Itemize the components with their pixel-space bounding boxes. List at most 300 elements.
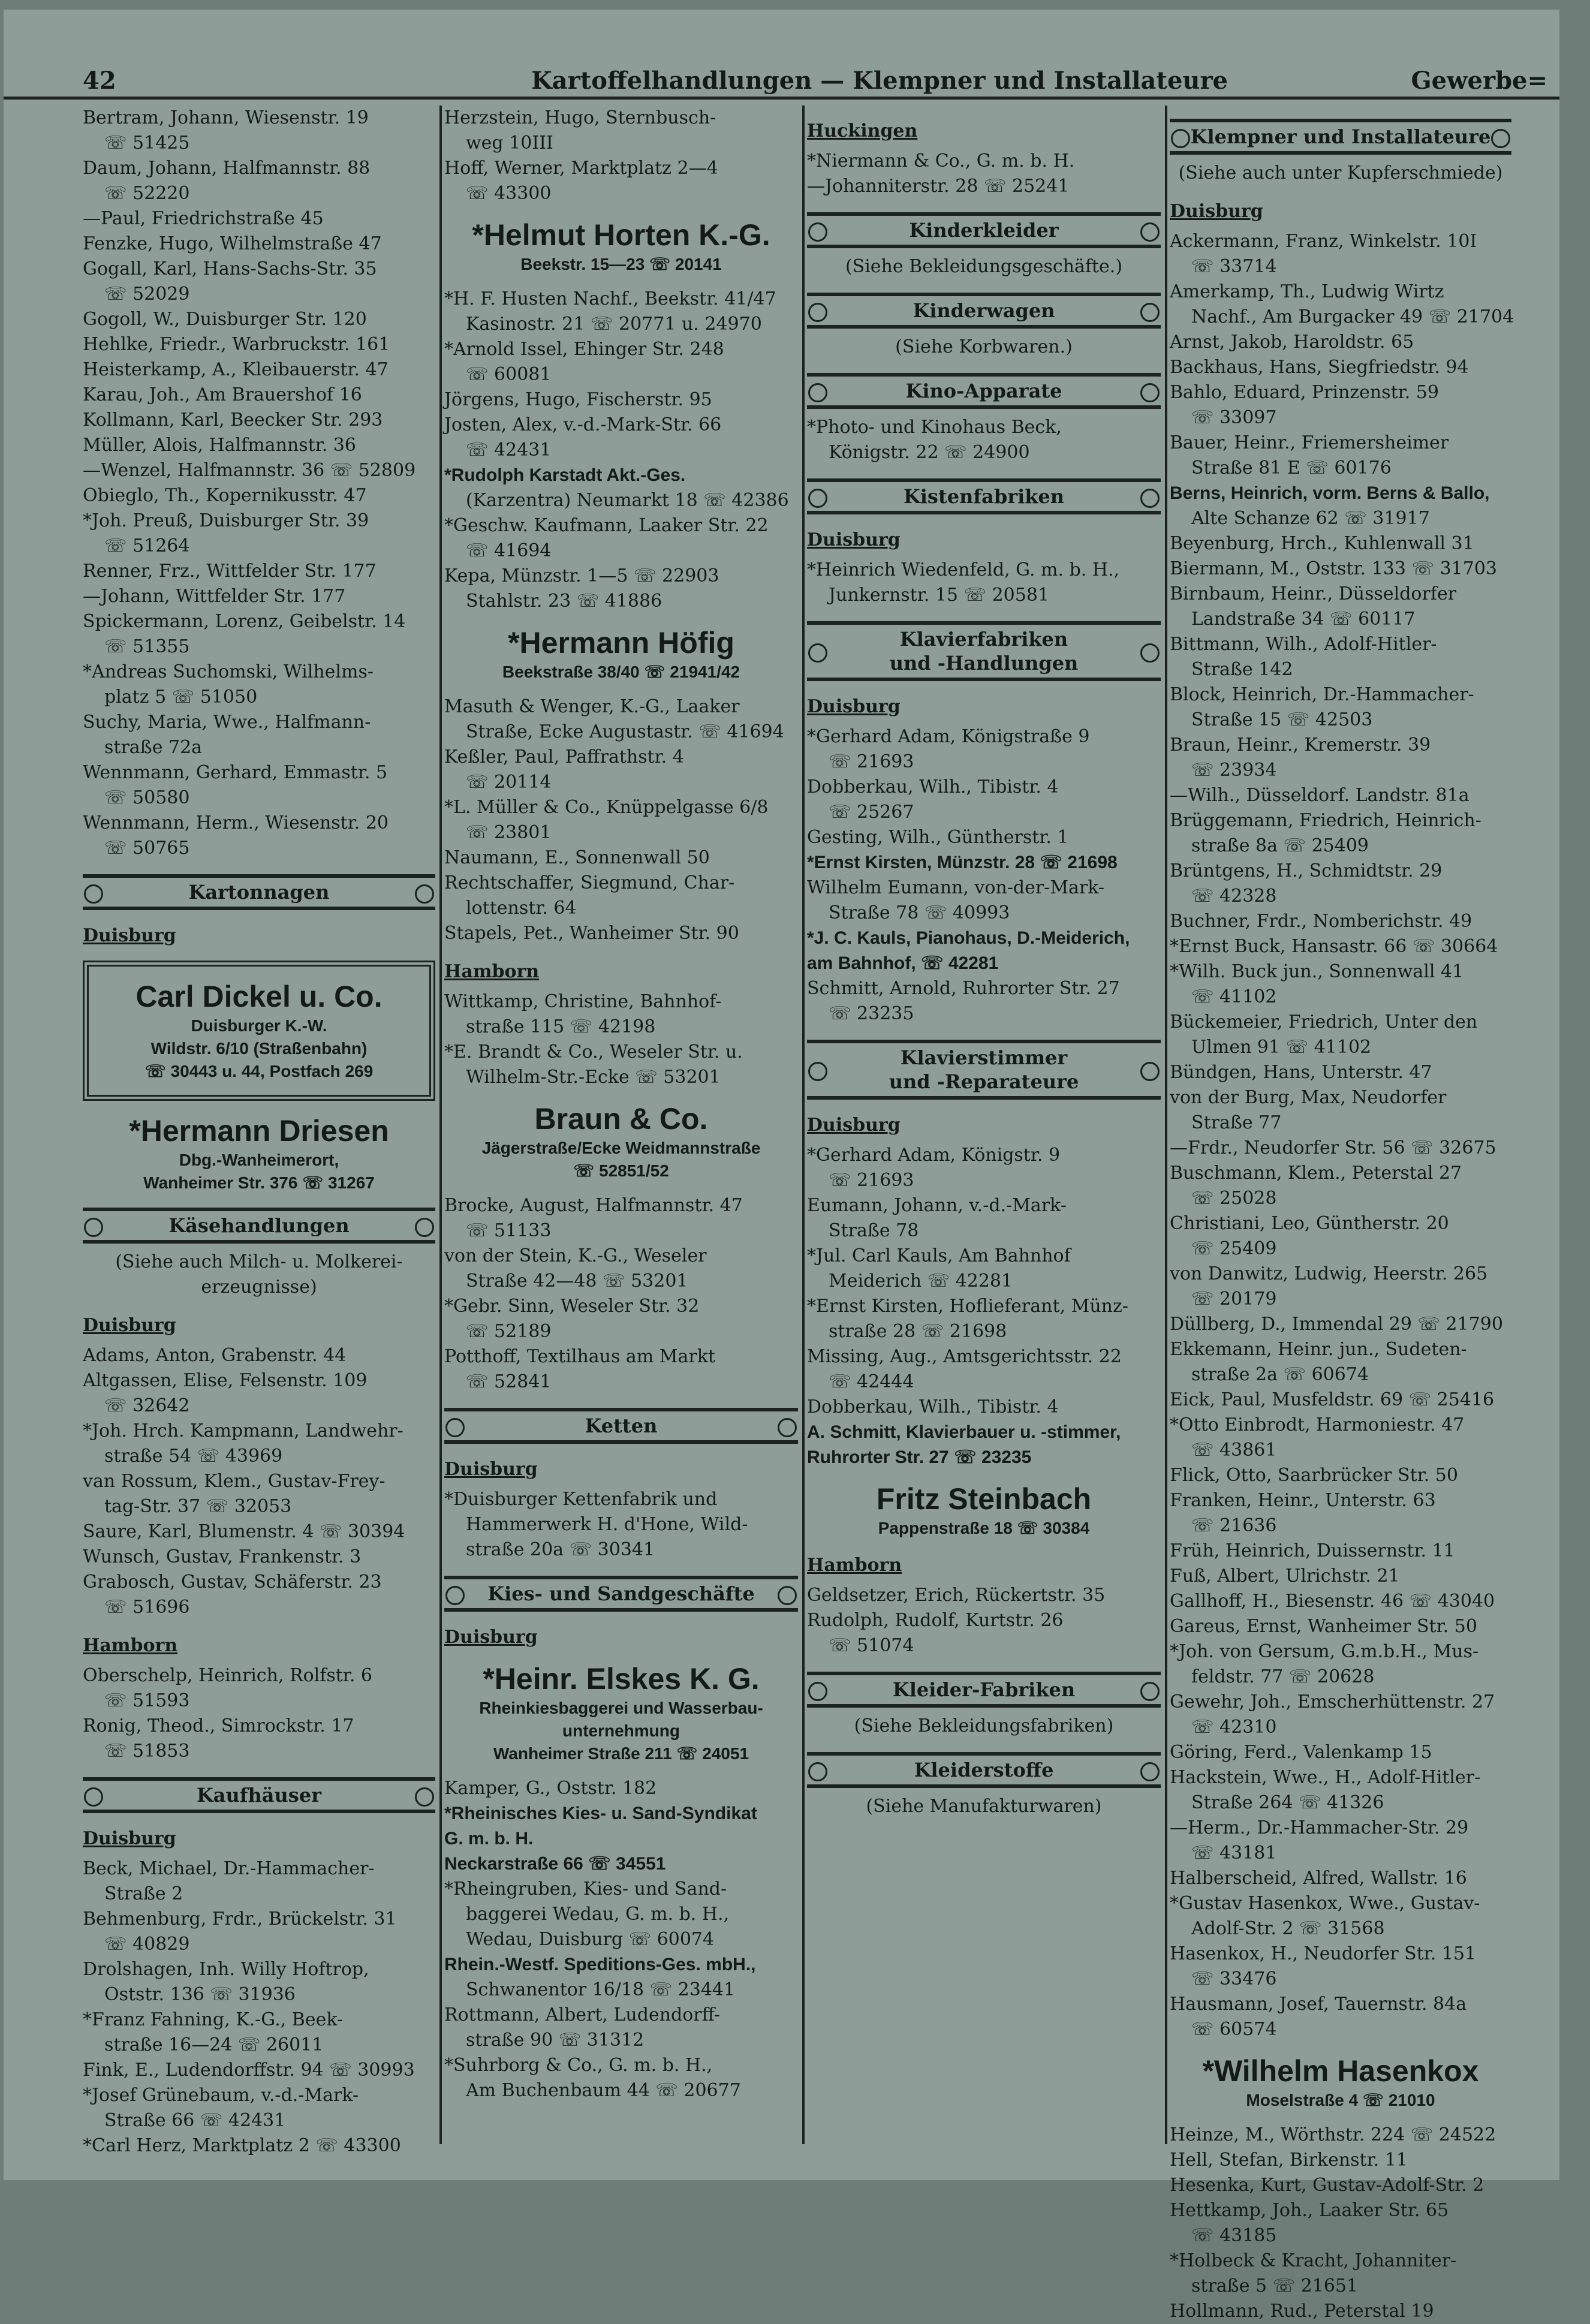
ad-firm-name: *Hermann Höfig: [508, 626, 734, 660]
ad-line: unternehmung: [562, 1721, 680, 1740]
bullet-ornament-icon: [808, 489, 827, 508]
listing-entry: Geldsetzer, Erich, Rückertstr. 35: [807, 1585, 1106, 1606]
bullet-ornament-icon: [808, 643, 827, 663]
listing-continuation: Kasinostr. 21 ☏ 20771 u. 24970: [466, 314, 762, 335]
category-title: Kleider-Fabriken: [892, 1678, 1076, 1701]
bullet-ornament-icon: [1171, 129, 1190, 148]
cross-reference-note: (Siehe Bekleidungsfabriken): [854, 1715, 1114, 1736]
listing-entry-bold: *Rudolph Karstadt Akt.-Ges.: [444, 465, 686, 485]
listing-continuation: Wilhelm-Str.-Ecke ☏ 53201: [466, 1067, 721, 1088]
listing-entry: Behmenburg, Frdr., Brückelstr. 31: [83, 1908, 397, 1929]
listing-continuation: straße 54 ☏ 43969: [104, 1446, 283, 1467]
category-title: Klempner und Installateure: [1190, 125, 1491, 148]
bullet-ornament-icon: [1140, 222, 1160, 242]
listing-continuation: ☏ 51133: [466, 1220, 552, 1241]
bullet-ornament-icon: [1140, 1062, 1160, 1081]
category-title: Kinderwagen: [913, 299, 1055, 322]
category-heading: [83, 1208, 435, 1244]
listing-entry: Wennmann, Herm., Wiesenstr. 20: [83, 812, 389, 833]
listing-entry: Heinze, M., Wörthstr. 224 ☏ 24522: [1170, 2124, 1496, 2145]
listing-entry: *Ernst Kirsten, Hoflieferant, Münz-: [807, 1296, 1128, 1317]
bullet-ornament-icon: [445, 1586, 465, 1605]
listing-entry: *L. Müller & Co., Knüppelgasse 6/8: [444, 797, 769, 818]
listing-continuation: Junkernstr. 15 ☏ 20581: [829, 585, 1050, 606]
listing-entry: Ronig, Theod., Simrockstr. 17: [83, 1715, 354, 1736]
place-heading: Duisburg: [444, 1459, 538, 1480]
listing-continuation: tag-Str. 37 ☏ 32053: [104, 1496, 292, 1517]
listing-continuation: ☏ 51593: [104, 1690, 190, 1711]
bullet-ornament-icon: [84, 1787, 103, 1807]
category-title: Kaufhäuser: [196, 1784, 322, 1807]
category-heading: [807, 1040, 1161, 1100]
listing-continuation: ☏ 60081: [466, 364, 552, 385]
listing-continuation: Stahlstr. 23 ☏ 41886: [466, 591, 662, 612]
listing-continuation: ☏ 51425: [104, 133, 190, 153]
listing-entry: Christiani, Leo, Güntherstr. 20: [1170, 1213, 1449, 1234]
listing-continuation: ☏ 42444: [829, 1371, 914, 1392]
listing-entry: Früh, Heinrich, Duissernstr. 11: [1170, 1540, 1455, 1561]
listing-entry: Masuth & Wenger, K.-G., Laaker: [444, 696, 740, 717]
ad-line: Duisburger K.-W.: [191, 1016, 327, 1035]
listing-entry: Rechtschaffer, Siegmund, Char-: [444, 872, 735, 893]
listing-continuation: ☏ 33097: [1191, 407, 1277, 428]
listing-continuation: ☏ 21636: [1191, 1515, 1277, 1536]
listing-entry: *Carl Herz, Marktplatz 2 ☏ 43300: [83, 2135, 401, 2156]
category-heading: [1170, 119, 1511, 155]
listing-entry-bold: *J. C. Kauls, Pianohaus, D.-Meiderich,: [807, 928, 1130, 948]
listing-continuation: ☏ 42431: [466, 439, 552, 460]
listing-entry: Adams, Anton, Grabenstr. 44: [83, 1345, 347, 1366]
listing-entry: Gareus, Ernst, Wanheimer Str. 50: [1170, 1616, 1477, 1637]
listing-entry: Beck, Michael, Dr.-Hammacher-: [83, 1858, 375, 1879]
bullet-ornament-icon: [445, 1418, 465, 1437]
listing-continuation: ☏ 51696: [104, 1597, 190, 1618]
listing-entry: Fink, E., Ludendorffstr. 94 ☏ 30993: [83, 2060, 415, 2081]
listing-continuation: ☏ 21693: [829, 751, 914, 772]
place-heading: Duisburg: [444, 1627, 538, 1648]
listing-entry: Missing, Aug., Amtsgerichtsstr. 22: [807, 1346, 1122, 1367]
advertisement: [83, 1113, 435, 1194]
listing-entry: —Wilh., Düsseldorf. Landstr. 81a: [1170, 785, 1469, 806]
place-heading: Duisburg: [83, 1315, 176, 1336]
category-heading: [807, 212, 1161, 248]
bullet-ornament-icon: [808, 1762, 827, 1781]
listing-continuation: ☏ 41102: [1191, 986, 1277, 1007]
listing-continuation: ☏ 25409: [1191, 1238, 1277, 1259]
listing-continuation: Adolf-Str. 2 ☏ 31568: [1191, 1918, 1385, 1939]
listing-entry: *H. F. Husten Nachf., Beekstr. 41/47: [444, 288, 776, 309]
category-heading: [807, 373, 1161, 409]
listing-entry: —Johanniterstr. 28 ☏ 25241: [807, 176, 1070, 197]
listing-entry: *E. Brandt & Co., Weseler Str. u.: [444, 1041, 743, 1062]
bullet-ornament-icon: [808, 303, 827, 322]
bullet-ornament-icon: [1140, 383, 1160, 402]
listing-entry: Obieglo, Th., Kopernikusstr. 47: [83, 485, 367, 506]
bullet-ornament-icon: [1140, 489, 1160, 508]
bullet-ornament-icon: [808, 1062, 827, 1081]
listing-continuation: Straße, Ecke Augustastr. ☏ 41694: [466, 721, 784, 742]
listing-continuation: Hammerwerk H. d'Hone, Wild-: [466, 1514, 748, 1535]
bullet-ornament-icon: [778, 1418, 797, 1437]
listing-continuation: platz 5 ☏ 51050: [104, 687, 258, 708]
listing-entry: Bittmann, Wilh., Adolf-Hitler-: [1170, 634, 1437, 655]
column-2: [444, 106, 798, 2144]
ad-line: Wildstr. 6/10 (Straßenbahn): [150, 1039, 368, 1058]
listing-entry: Spickermann, Lorenz, Geibelstr. 14: [83, 611, 406, 632]
listing-entry: Rudolph, Rudolf, Kurtstr. 26: [807, 1610, 1064, 1631]
ad-line: Rheinkiesbaggerei und Wasserbau-: [479, 1699, 763, 1717]
listing-entry: Hesenka, Kurt, Gustav-Adolf-Str. 2: [1170, 2175, 1484, 2196]
ad-line: Beekstraße 38/40 ☏ 21941/42: [502, 663, 740, 681]
listing-entry: Hettkamp, Joh., Laaker Str. 65: [1170, 2200, 1449, 2221]
category-heading: [83, 1777, 435, 1813]
ad-line: Pappenstraße 18 ☏ 30384: [878, 1519, 1090, 1537]
cross-reference-note: (Siehe auch Milch- u. Molkerei-erzeugnisse): [115, 1251, 403, 1298]
listing-entry: van Rossum, Klem., Gustav-Frey-: [83, 1471, 386, 1492]
place-heading: Duisburg: [83, 1828, 176, 1849]
listing-entry: Hackstein, Wwe., H., Adolf-Hitler-: [1170, 1767, 1481, 1788]
listing-entry: *Josef Grünebaum, v.-d.-Mark-: [83, 2085, 359, 2106]
listing-entry: Gewehr, Joh., Emscherhüttenstr. 27: [1170, 1691, 1495, 1712]
listing-continuation: ☏ 33714: [1191, 256, 1277, 277]
category-heading: [807, 1672, 1161, 1708]
listing-entry: Josten, Alex, v.-d.-Mark-Str. 66: [444, 414, 722, 435]
listing-entry: von der Stein, K.-G., Weseler: [444, 1245, 707, 1266]
running-title: Kartoffelhandlungen — Klempner und Installateure: [531, 67, 1228, 95]
listing-continuation: ☏ 23235: [829, 1003, 914, 1024]
listing-entry: Altgassen, Elise, Felsenstr. 109: [83, 1370, 368, 1391]
listing-continuation: feldstr. 77 ☏ 20628: [1191, 1666, 1375, 1687]
bullet-ornament-icon: [1140, 643, 1160, 663]
listing-entry: Hehlke, Friedr., Warbruckstr. 161: [83, 334, 390, 355]
listing-continuation: straße 8a ☏ 25409: [1191, 835, 1369, 856]
listing-entry: *Joh. von Gersum, G.m.b.H., Mus-: [1170, 1641, 1479, 1662]
listing-continuation: ☏ 43181: [1191, 1843, 1277, 1864]
listing-entry: *Rheingruben, Kies- und Sand-: [444, 1879, 727, 1899]
listing-entry: Kamper, G., Oststr. 182: [444, 1778, 657, 1799]
listing-entry: Amerkamp, Th., Ludwig Wirtz: [1170, 281, 1444, 302]
bullet-ornament-icon: [1140, 1682, 1160, 1701]
ad-firm-name: Fritz Steinbach: [876, 1482, 1092, 1516]
listing-entry: Hausmann, Josef, Tauernstr. 84a: [1170, 1994, 1467, 2015]
place-heading: Duisburg: [807, 529, 901, 550]
bullet-ornament-icon: [415, 884, 434, 904]
listing-entry: Herzstein, Hugo, Sternbusch-: [444, 107, 716, 128]
listing-entry: *Gustav Hasenkox, Wwe., Gustav-: [1170, 1893, 1480, 1914]
listing-entry: Brüntgens, H., Schmidtstr. 29: [1170, 860, 1443, 881]
listing-continuation: Landstraße 34 ☏ 60117: [1191, 609, 1416, 630]
listing-entry: *Franz Fahning, K.-G., Beek-: [83, 2009, 344, 2030]
category-title: Kistenfabriken: [903, 485, 1065, 508]
advertisement: [444, 1101, 798, 1182]
listing-continuation: ☏ 50765: [104, 838, 190, 859]
listing-continuation: ☏ 32642: [104, 1395, 190, 1416]
bullet-ornament-icon: [415, 1218, 434, 1237]
listing-entry: Buschmann, Klem., Peterstal 27: [1170, 1163, 1462, 1184]
listing-continuation: Am Buchenbaum 44 ☏ 20677: [466, 2080, 741, 2101]
ad-line: ☏ 30443 u. 44, Postfach 269: [144, 1062, 374, 1080]
listing-continuation: ☏ 41694: [466, 540, 552, 561]
listing-entry: Hoff, Werner, Marktplatz 2—4: [444, 158, 718, 179]
listing-entry: Potthoff, Textilhaus am Markt: [444, 1346, 715, 1367]
listing-continuation: ☏ 52029: [104, 284, 190, 305]
listing-entry: *Gebr. Sinn, Weseler Str. 32: [444, 1296, 700, 1317]
category-heading: [444, 1408, 798, 1444]
category-heading: [444, 1576, 798, 1612]
listing-continuation: Oststr. 136 ☏ 31936: [104, 1984, 296, 2005]
listing-entry: Birnbaum, Heinr., Düsseldorfer: [1170, 583, 1457, 604]
listing-entry: Dobberkau, Wilh., Tibistr. 4: [807, 776, 1059, 797]
place-heading: Hamborn: [807, 1555, 902, 1576]
listing-entry: Eick, Paul, Musfeldstr. 69 ☏ 25416: [1170, 1389, 1495, 1410]
category-heading: [807, 293, 1161, 329]
listing-entry: Gallhoff, H., Biesenstr. 46 ☏ 43040: [1170, 1591, 1495, 1612]
category-heading: [83, 874, 435, 910]
listing-entry-bold: Berns, Heinrich, vorm. Berns & Ballo,: [1170, 483, 1490, 503]
listing-entry: von der Burg, Max, Neudorfer: [1170, 1087, 1447, 1108]
listing-continuation: Straße 78 ☏ 40993: [829, 902, 1010, 923]
listing-continuation: Königstr. 22 ☏ 24900: [829, 442, 1030, 463]
category-title: Klavierstimmer und -Reparateure: [889, 1046, 1079, 1093]
column-rule: [1165, 106, 1167, 2144]
listing-continuation: ☏ 60574: [1191, 2019, 1277, 2040]
listing-continuation: ☏ 40829: [104, 1934, 190, 1955]
ad-line: Dbg.-Wanheimerort,: [179, 1151, 339, 1169]
listing-entry: *Arnold Issel, Ehinger Str. 248: [444, 339, 724, 360]
listing-entry: Biermann, M., Oststr. 133 ☏ 31703: [1170, 558, 1498, 579]
listing-entry: *Duisburger Kettenfabrik und: [444, 1489, 718, 1510]
listing-continuation: ☏ 42310: [1191, 1717, 1277, 1738]
listing-continuation: ☏ 23801: [466, 822, 552, 843]
ad-firm-name: *Heinr. Elskes K. G.: [483, 1662, 760, 1696]
listing-entry-bold: Ruhrorter Str. 27 ☏ 23235: [807, 1447, 1032, 1467]
page-header: [4, 67, 1559, 100]
listing-continuation: ☏ 51355: [104, 636, 190, 657]
listing-continuation: Straße 15 ☏ 42503: [1191, 709, 1373, 730]
category-title: Kies- und Sandgeschäfte: [487, 1582, 755, 1605]
listing-continuation: Nachf., Am Burgacker 49 ☏ 21704: [1191, 306, 1514, 327]
listing-entry: Fuß, Albert, Ulrichstr. 21: [1170, 1566, 1400, 1587]
listing-entry: Oberschelp, Heinrich, Rolfstr. 6: [83, 1665, 373, 1686]
ad-firm-name: *Hermann Driesen: [129, 1114, 389, 1148]
place-heading: Duisburg: [83, 925, 176, 946]
ad-line: Wanheimer Str. 376 ☏ 31267: [143, 1173, 375, 1192]
bullet-ornament-icon: [808, 222, 827, 242]
listing-entry: Stapels, Pet., Wanheimer Str. 90: [444, 923, 739, 944]
listing-continuation: Straße 77: [1191, 1112, 1282, 1133]
listing-entry: Hell, Stefan, Birkenstr. 11: [1170, 2150, 1408, 2171]
listing-continuation: Straße 81 E ☏ 60176: [1191, 457, 1392, 478]
column-1: [83, 106, 435, 2156]
place-heading: Duisburg: [807, 1115, 901, 1136]
ad-line: Wanheimer Straße 211 ☏ 24051: [493, 1744, 749, 1763]
listing-entry: Fenzke, Hugo, Wilhelmstraße 47: [83, 233, 382, 254]
listing-entry: Saure, Karl, Blumenstr. 4 ☏ 30394: [83, 1521, 405, 1542]
listing-entry: Jörgens, Hugo, Fischerstr. 95: [444, 389, 712, 410]
place-heading: Duisburg: [807, 696, 901, 717]
listing-entry: Schmitt, Arnold, Ruhrorter Str. 27: [807, 978, 1120, 999]
listing-entry: Halberscheid, Alfred, Wallstr. 16: [1170, 1868, 1467, 1889]
bullet-ornament-icon: [808, 383, 827, 402]
listing-entry: *Holbeck & Kracht, Johanniter-: [1170, 2250, 1457, 2271]
column-rule: [439, 106, 442, 2144]
listing-continuation: straße 115 ☏ 42198: [466, 1016, 656, 1037]
category-title: Kleiderstoffe: [914, 1759, 1054, 1781]
category-title: Ketten: [585, 1414, 658, 1437]
listing-continuation: ☏ 20179: [1191, 1289, 1277, 1309]
listing-continuation: ☏ 43861: [1191, 1440, 1277, 1461]
listing-entry: *Wilh. Buck jun., Sonnenwall 41: [1170, 961, 1464, 982]
listing-entry: Bückemeier, Friedrich, Unter den: [1170, 1012, 1478, 1032]
place-heading: Hamborn: [444, 961, 540, 982]
advertisement: [807, 1481, 1161, 1540]
category-title: Kinderkleider: [909, 219, 1059, 242]
listing-continuation: ☏ 43185: [1191, 2225, 1277, 2246]
column-rule: [802, 106, 805, 2144]
listing-entry: Brüggemann, Friedrich, Heinrich-: [1170, 810, 1481, 831]
category-title: Klavierfabriken und -Handlungen: [889, 628, 1079, 675]
listing-entry: *Gerhard Adam, Königstraße 9: [807, 726, 1090, 747]
listing-entry: Wittkamp, Christine, Bahnhof-: [444, 991, 722, 1012]
listing-entry: Franken, Heinr., Unterstr. 63: [1170, 1490, 1436, 1511]
listing-continuation: ☏ 52220: [104, 183, 190, 204]
listing-entry: Block, Heinrich, Dr.-Hammacher-: [1170, 684, 1474, 705]
listing-entry: *Suhrborg & Co., G. m. b. H.,: [444, 2055, 713, 2076]
bullet-ornament-icon: [808, 1682, 827, 1701]
listing-entry: —Frdr., Neudorfer Str. 56 ☏ 32675: [1170, 1137, 1496, 1158]
listing-entry: *Otto Einbrodt, Harmoniestr. 47: [1170, 1414, 1465, 1435]
listing-entry: Keßler, Paul, Paffrathstr. 4: [444, 746, 684, 767]
listing-continuation: (Karzentra) Neumarkt 18 ☏ 42386: [466, 490, 789, 511]
category-title: Kino-Apparate: [905, 380, 1062, 402]
listing-entry: —Herm., Dr.-Hammacher-Str. 29: [1170, 1817, 1469, 1838]
listing-entry: Ackermann, Franz, Winkelstr. 10I: [1170, 231, 1477, 252]
listing-entry: von Danwitz, Ludwig, Heerstr. 265: [1170, 1263, 1488, 1284]
listing-entry: Göring, Ferd., Valenkamp 15: [1170, 1742, 1432, 1763]
listing-continuation: Straße 42—48 ☏ 53201: [466, 1271, 688, 1292]
advertisement: [444, 217, 798, 276]
advertisement: [1170, 2053, 1511, 2112]
category-heading: [807, 1752, 1161, 1788]
listing-entry: Brocke, August, Halfmannstr. 47: [444, 1195, 743, 1216]
cross-reference-note: (Siehe auch unter Kupferschmiede): [1178, 162, 1503, 183]
listing-continuation: ☏ 50580: [104, 787, 190, 808]
listing-entry: Karau, Joh., Am Brauershof 16: [83, 384, 362, 405]
advertisement: [444, 1661, 798, 1765]
bullet-ornament-icon: [84, 884, 103, 904]
listing-continuation: ☏ 20114: [466, 772, 552, 793]
bullet-ornament-icon: [778, 1586, 797, 1605]
ad-firm-name: *Helmut Horten K.-G.: [472, 218, 770, 252]
listing-entry: Daum, Johann, Halfmannstr. 88: [83, 158, 371, 179]
listing-entry: Renner, Frz., Wittfelder Str. 177: [83, 561, 377, 582]
listing-entry: Kepa, Münzstr. 1—5 ☏ 22903: [444, 565, 719, 586]
cross-reference-note: (Siehe Bekleidungsgeschäfte.): [845, 256, 1123, 277]
column-3: [807, 106, 1161, 2144]
listing-entry-bold: Neckarstraße 66 ☏ 34551: [444, 1854, 666, 1874]
listing-continuation: Straße 142: [1191, 659, 1293, 680]
bullet-ornament-icon: [84, 1218, 103, 1237]
listing-entry: Bertram, Johann, Wiesenstr. 19: [83, 107, 369, 128]
listing-entry: Kollmann, Karl, Beecker Str. 293: [83, 410, 383, 431]
listing-entry: Gogall, Karl, Hans-Sachs-Str. 35: [83, 258, 377, 279]
cross-reference-note: (Siehe Korbwaren.): [895, 336, 1073, 357]
listing-continuation: straße 2a ☏ 60674: [1191, 1364, 1369, 1385]
listing-continuation: weg 10III: [466, 133, 553, 153]
listing-entry: Backhaus, Hans, Siegfriedstr. 94: [1170, 357, 1469, 378]
listing-continuation: Wedau, Duisburg ☏ 60074: [466, 1929, 715, 1950]
listing-continuation: straße 90 ☏ 31312: [466, 2030, 645, 2051]
bullet-ornament-icon: [1491, 129, 1510, 148]
listing-continuation: straße 72a: [104, 737, 203, 758]
category-title: Käsehandlungen: [168, 1214, 350, 1237]
listing-continuation: ☏ 42328: [1191, 886, 1277, 907]
place-heading: Huckingen: [807, 121, 918, 142]
place-heading: Duisburg: [1170, 201, 1263, 222]
listing-entry: —Johann, Wittfelder Str. 177: [83, 586, 346, 607]
listing-entry: Grabosch, Gustav, Schäferstr. 23: [83, 1572, 382, 1593]
catchword: Gewerbe=: [1411, 67, 1547, 95]
bullet-ornament-icon: [1140, 303, 1160, 322]
listing-continuation: ☏ 43300: [466, 183, 552, 204]
page-edge: [1559, 10, 1586, 2180]
listing-entry: Naumann, E., Sonnenwall 50: [444, 847, 710, 868]
listing-continuation: Straße 2: [104, 1883, 183, 1904]
listing-entry: *Geschw. Kaufmann, Laaker Str. 22: [444, 515, 769, 536]
listing-continuation: ☏ 52189: [466, 1321, 552, 1342]
category-title: Kartonnagen: [188, 881, 330, 904]
ad-line: Moselstraße 4 ☏ 21010: [1246, 2091, 1435, 2109]
listing-continuation: ☏ 51074: [829, 1635, 914, 1656]
listing-continuation: straße 20a ☏ 30341: [466, 1539, 655, 1560]
listing-entry: Flick, Otto, Saarbrücker Str. 50: [1170, 1465, 1458, 1486]
listing-continuation: ☏ 25028: [1191, 1188, 1277, 1209]
listing-entry: Gesting, Wilh., Güntherstr. 1: [807, 827, 1069, 848]
ad-line: Jägerstraße/Ecke Weidmannstraße: [481, 1139, 761, 1157]
listing-entry: Wunsch, Gustav, Frankenstr. 3: [83, 1546, 362, 1567]
ad-firm-name: Carl Dickel u. Co.: [135, 980, 383, 1013]
listing-entry: Suchy, Maria, Wwe., Halfmann-: [83, 712, 371, 733]
listing-entry: Dobberkau, Wilh., Tibistr. 4: [807, 1396, 1059, 1417]
listing-entry: Wennmann, Gerhard, Emmastr. 5: [83, 762, 388, 783]
listing-continuation: ☏ 25267: [829, 802, 914, 823]
listing-entry: —Wenzel, Halfmannstr. 36 ☏ 52809: [83, 460, 416, 481]
listing-entry: Hollmann, Rud., Peterstal 19: [1170, 2301, 1434, 2322]
listing-continuation: Straße 66 ☏ 42431: [104, 2110, 286, 2131]
listing-entry: *Jul. Carl Kauls, Am Bahnhof: [807, 1245, 1071, 1266]
bullet-ornament-icon: [1140, 1762, 1160, 1781]
advertisement: [444, 625, 798, 684]
listing-continuation: Ulmen 91 ☏ 41102: [1191, 1037, 1372, 1058]
listing-entry: *Andreas Suchomski, Wilhelms-: [83, 661, 374, 682]
category-heading: [807, 621, 1161, 681]
listing-entry: *Niermann & Co., G. m. b. H.: [807, 150, 1075, 171]
listing-entry: Bündgen, Hans, Unterstr. 47: [1170, 1062, 1432, 1083]
listing-entry-bold: *Ernst Kirsten, Münzstr. 28 ☏ 21698: [807, 853, 1118, 872]
column-4: [1170, 106, 1514, 2322]
listing-continuation: straße 16—24 ☏ 26011: [104, 2034, 324, 2055]
listing-continuation: Schwanentor 16/18 ☏ 23441: [466, 1979, 736, 2000]
listing-entry: Arnst, Jakob, Haroldstr. 65: [1170, 332, 1414, 353]
listing-entry: Beyenburg, Hrch., Kuhlenwall 31: [1170, 533, 1474, 554]
category-heading: [807, 478, 1161, 514]
listing-entry: *Ernst Buck, Hansastr. 66 ☏ 30664: [1170, 936, 1498, 957]
listing-entry-bold: am Bahnhof, ☏ 42281: [807, 953, 999, 973]
listing-entry: Wilhelm Eumann, von-der-Mark-: [807, 877, 1105, 898]
listing-entry: Heisterkamp, A., Kleibauerstr. 47: [83, 359, 389, 380]
listing-entry: *Photo- und Kinohaus Beck,: [807, 417, 1062, 438]
listing-entry: Müller, Alois, Halfmannstr. 36: [83, 435, 356, 456]
